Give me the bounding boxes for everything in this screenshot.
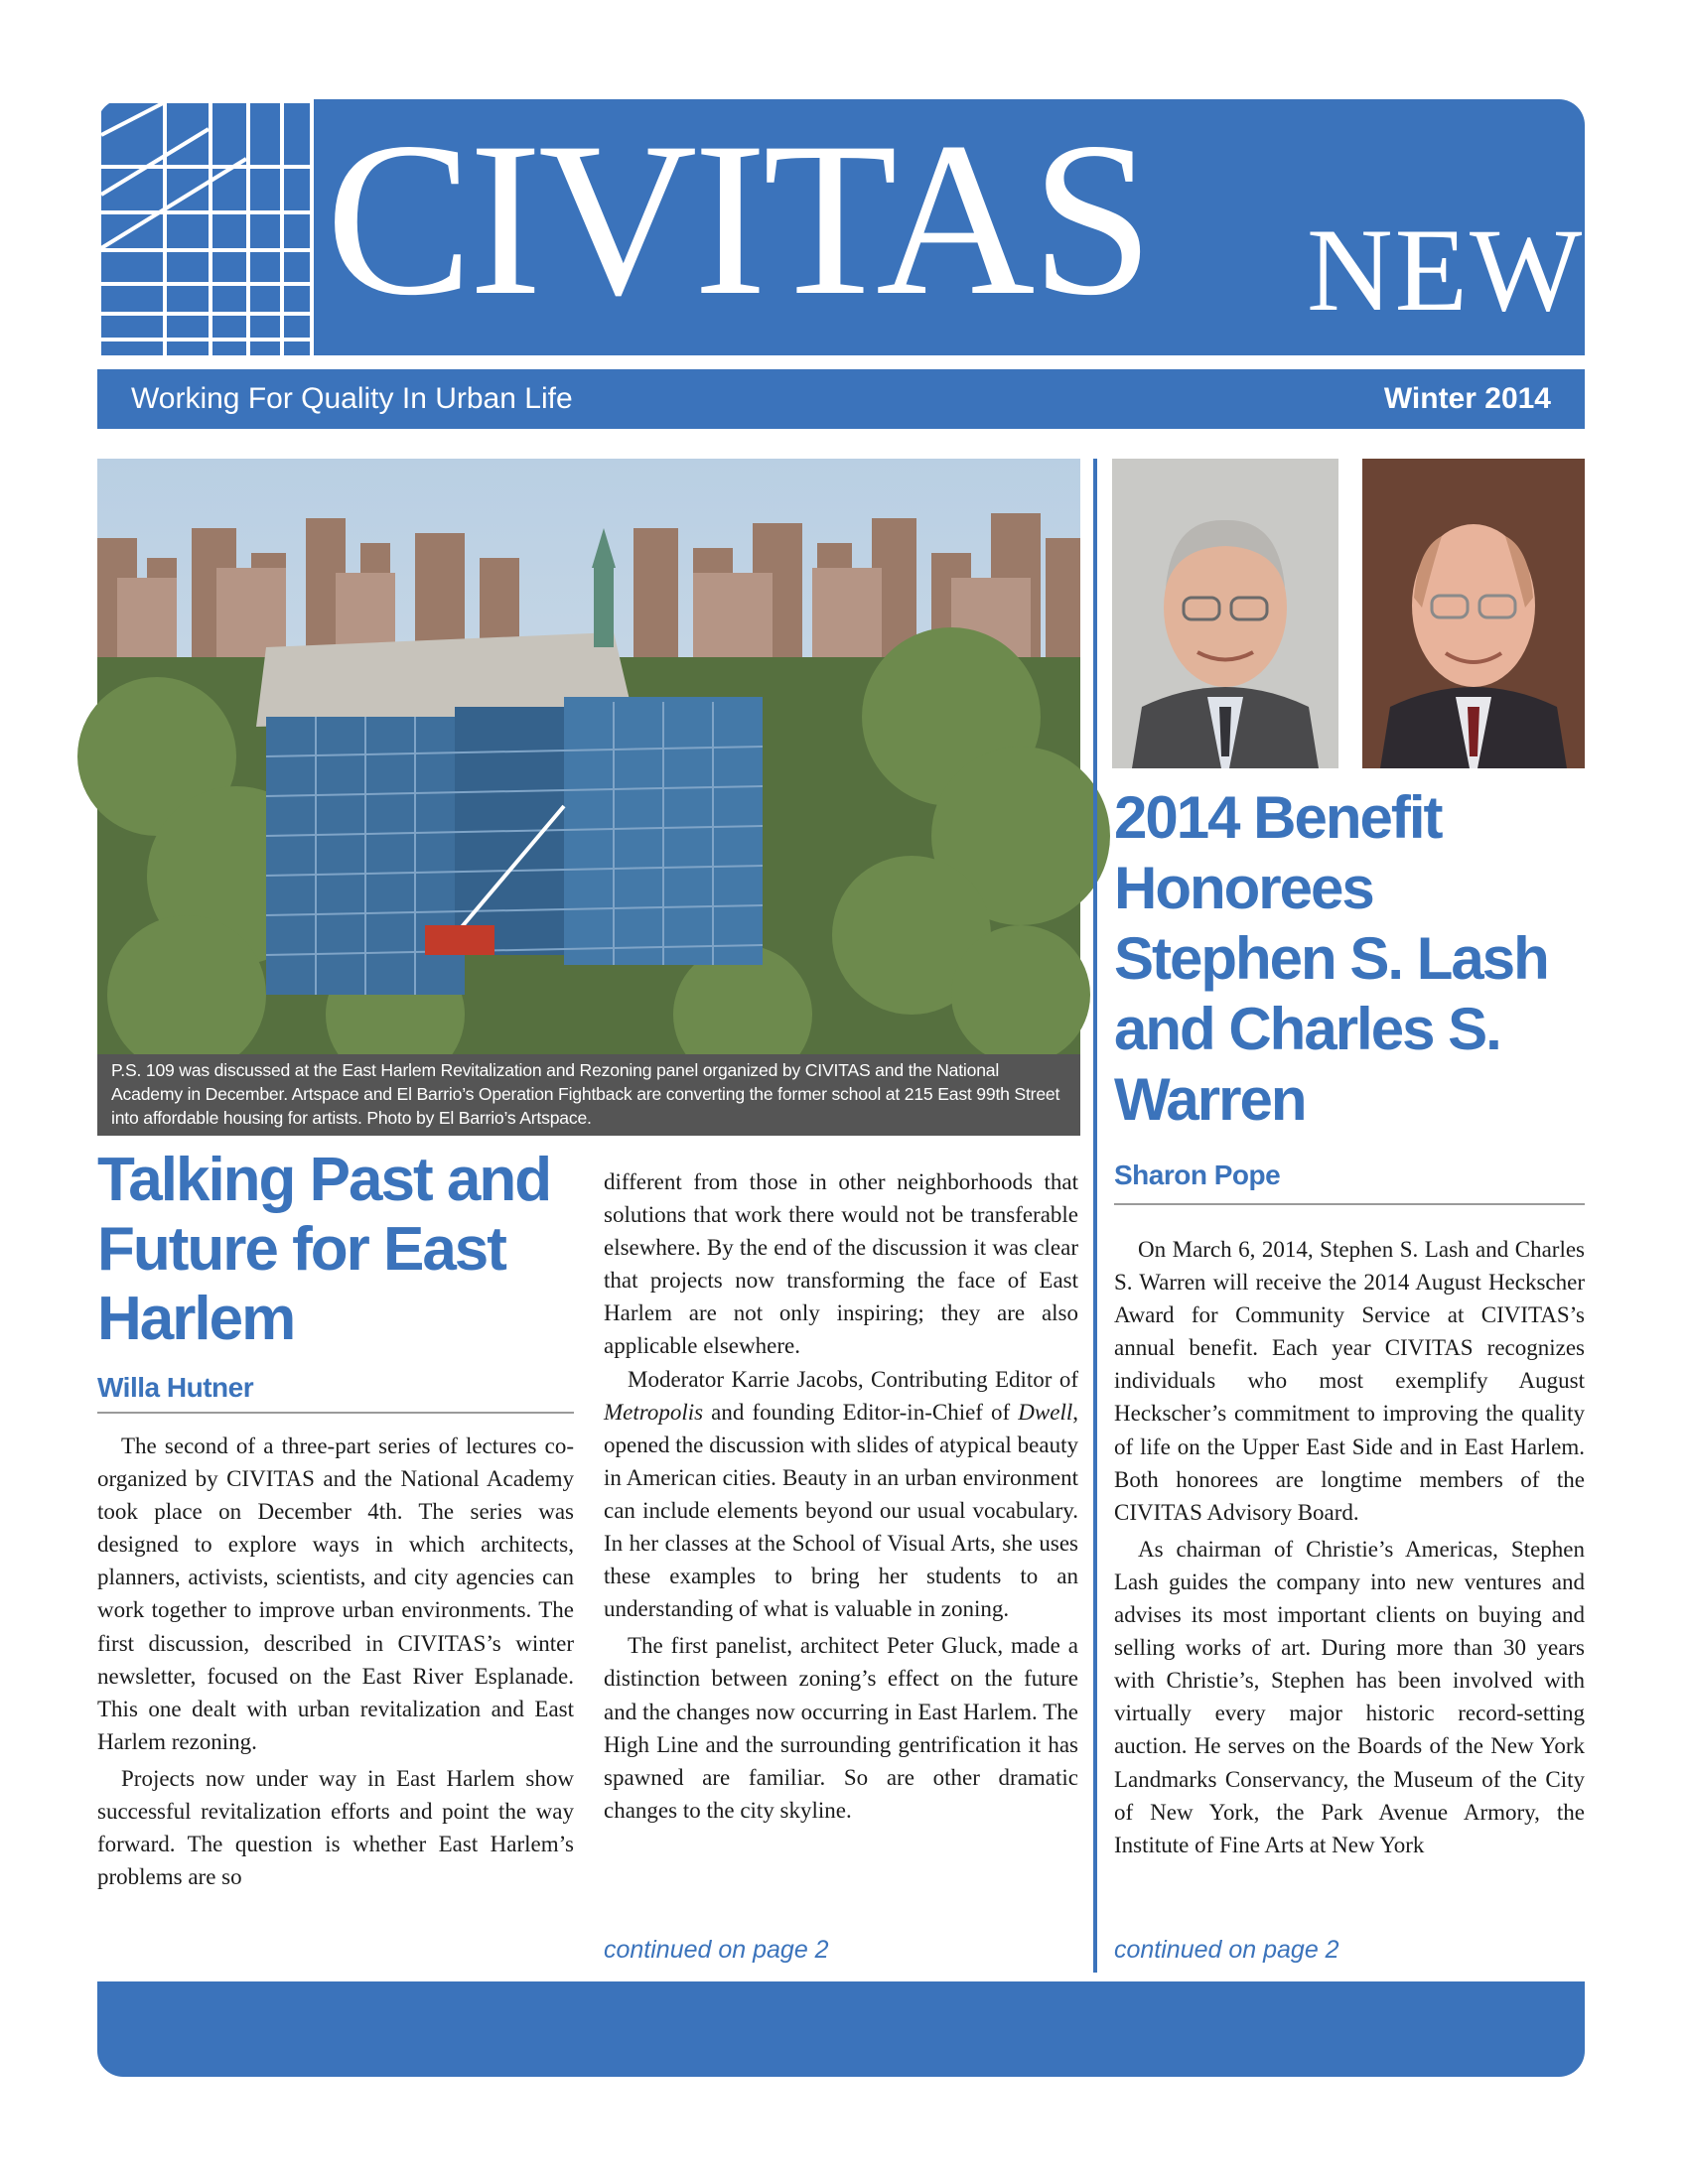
- article-paragraph: [604, 1363, 1078, 1626]
- article-paragraph: On March 6, 2014, Stephen S. Lash and Charles S. Warren will receive the 2014 August Heckscher Award for Community Service at CIVITAS’s annual benefit. Each year CIVITAS recognizes individuals who most exemplify August Heckscher’s commitment to improving the quality of life on the Upper East Side and in East Harlem. Both honorees are longtime members of the CIVITAS Advisory Board.: [1114, 1237, 1585, 1525]
- article-byline-pope: Sharon Pope: [1114, 1160, 1585, 1205]
- column-divider: [1093, 459, 1097, 1973]
- text-run: and founding Editor-in-Chief of: [703, 1399, 1019, 1425]
- article-column-1: [97, 1430, 574, 1893]
- article-paragraph: The first panelist, architect Peter Gluck, made a distinction between zoning’s effect on the future and the changes now occurring in East Harlem. The High Line and the surrounding gentrification it has spawned are familiar. So are other dramatic changes to the city skyline.: [604, 1633, 1078, 1823]
- article-paragraph: Projects now under way in East Harlem show successful revitalization efforts and point the way forward. The question is whether East Harlem’s problems are so: [97, 1765, 574, 1890]
- article-byline-hutner: Willa Hutner: [97, 1372, 574, 1414]
- article-column-2: [604, 1165, 1078, 1827]
- tagline: Working For Quality In Urban Life: [131, 382, 573, 415]
- masthead-title: CIVITAS: [326, 97, 1150, 341]
- tagline-bar: [97, 369, 1585, 429]
- hero-photo: [97, 459, 1080, 1054]
- magazine-title-metropolis: Metropolis: [604, 1399, 704, 1425]
- article-headline-east-harlem: Talking Past and Future for East Harlem: [97, 1146, 551, 1353]
- article-paragraph: different from those in other neighborhoods that solutions that work there would not be transferable elsewhere. By the end of the discussion it was clear that projects now transforming the face of East Harlem are not only inspiring; they are also applicable elsewhere.: [604, 1169, 1078, 1359]
- continued-link-right[interactable]: continued on page 2: [1114, 1936, 1339, 1964]
- continued-link-left[interactable]: continued on page 2: [604, 1936, 829, 1964]
- article-paragraph: As chairman of Christie’s Americas, Stephen Lash guides the company into new ventures and advises its most important clients on buying and selling works of art. During more than 30 years with Christie’s, Stephen has been involved with virtually every major historic record-setting auction. He serves on the Boards of the New York Landmarks Conservancy, the Museum of the City of New York, the Park Avenue Armory, the Institute of Fine Arts at New York: [1114, 1536, 1585, 1857]
- portrait-stephen-lash: [1112, 459, 1338, 768]
- magazine-title-dwell: Dwell: [1018, 1399, 1073, 1425]
- masthead: [97, 97, 1652, 355]
- text-run: , opened the discussion with slides of atypical beauty in American cities. Beauty in an urban environment can include elements beyond our usual vocabulary. In her classes at the School of Visual Arts, she uses these examples to bring her students to an understanding of what is valuable in zoning.: [604, 1399, 1078, 1622]
- portrait-charles-warren: [1362, 459, 1585, 768]
- hero-caption: P.S. 109 was discussed at the East Harlem Revitalization and Rezoning panel organized by CIVITAS and the National Academy in December. Artspace and El Barrio’s Operation Fightback are converting the former school at 215 East 99th Street into affordable housing for artists. Photo by El Barrio’s Artspace.: [97, 1054, 1080, 1136]
- article-paragraph: The second of a three-part series of lectures co-organized by CIVITAS and the National Academy took place on December 4th. The series was designed to explore ways in which architects, planners, activists, scientists, and city agencies can work together to improve urban environments. The first discussion, described in CIVITAS’s winter newsletter, focused on the East River Esplanade. This one dealt with urban revitalization and East Harlem rezoning.: [97, 1433, 574, 1754]
- article-column-3: [1114, 1233, 1585, 1861]
- logo-divider: [310, 99, 314, 355]
- grid-logo-icon: [97, 99, 310, 355]
- issue-date: Winter 2014: [1383, 382, 1551, 415]
- masthead-subtitle: NEWS: [1307, 204, 1652, 336]
- text-run: Moderator Karrie Jacobs, Contributing Editor of: [628, 1366, 1078, 1392]
- article-headline-benefit-honorees: 2014 Benefit Honorees Stephen S. Lash and Charles S. Warren: [1114, 784, 1548, 1133]
- footer-bar: [97, 1981, 1585, 2077]
